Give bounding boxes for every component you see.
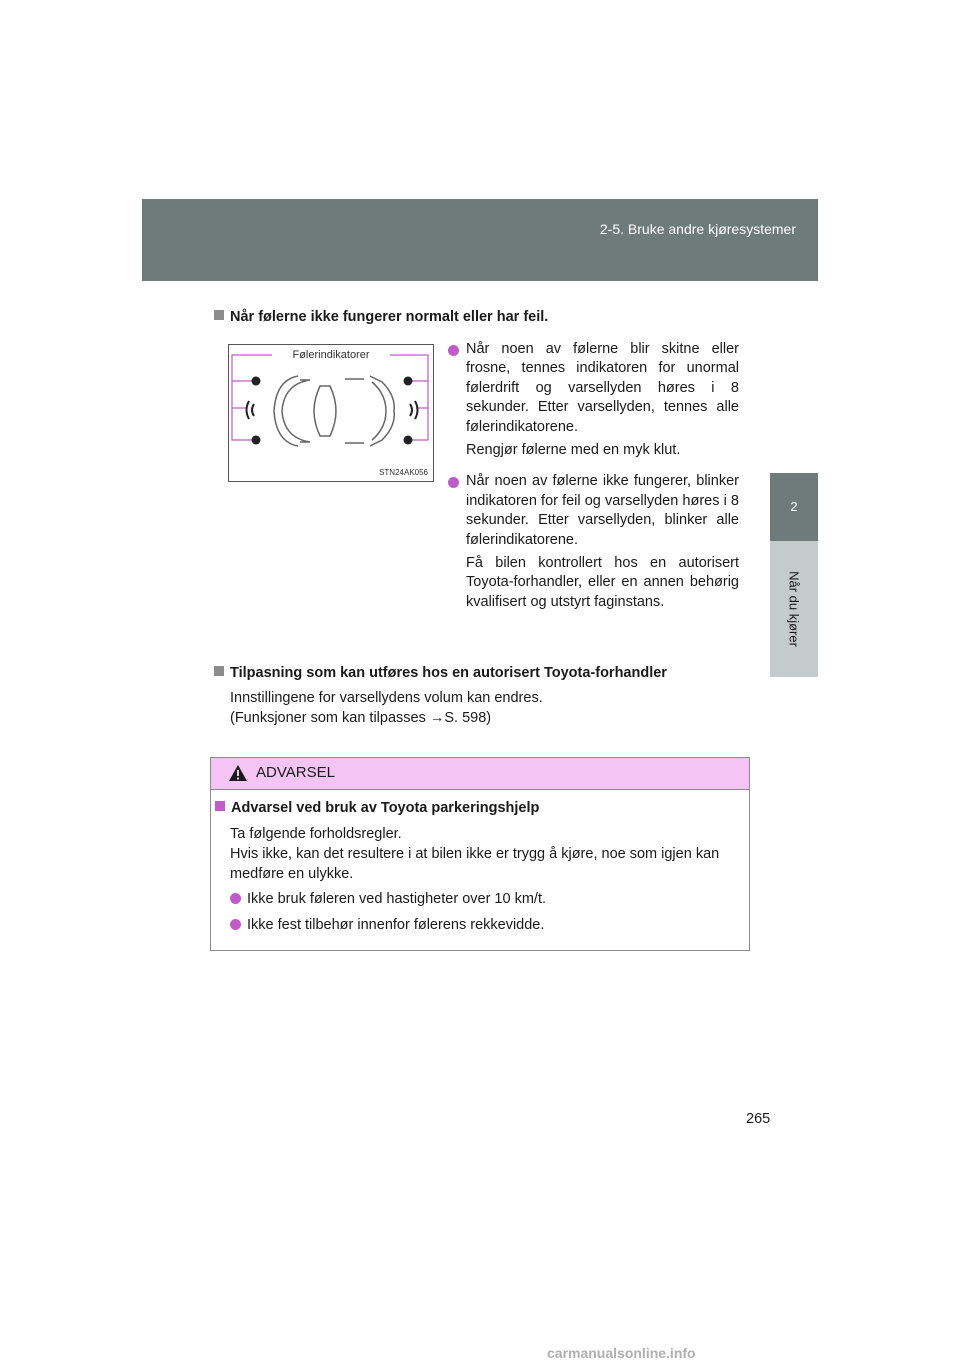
diagram-code: STN24AK056 — [379, 468, 428, 477]
page-number: 265 — [746, 1111, 771, 1127]
watermark: carmanualsonline.info — [547, 1345, 696, 1361]
sensor-diagram-svg — [228, 344, 434, 482]
list-item — [230, 891, 546, 907]
warning-line-2: Hvis ikke, kan det resultere i at bilen ikke er trygg å kjøre, noe som igjen kan — [230, 846, 720, 862]
chapter-tab[interactable] — [770, 473, 818, 541]
customization-line-2: (Funksjoner som kan tilpasses →S. 598) — [230, 710, 492, 726]
bullet-note: Få bilen kontrollert hos en autorisert Toyota-forhandler, eller en annen behørig kvalifisert og utstyrt faginstans. — [466, 555, 739, 610]
bullet-list-sensors — [447, 340, 739, 612]
square-bullet-icon — [214, 666, 224, 676]
bullet-note: Rengjør følerne med en myk klut. — [466, 442, 681, 459]
bullet-dot-icon — [230, 919, 241, 930]
section-heading-sensors — [214, 309, 548, 325]
bullet-dot-icon — [448, 477, 459, 488]
bullet-text: Ikke bruk føleren ved hastigheter over 10 km/t. — [247, 891, 546, 907]
list-item — [447, 472, 739, 550]
bullet-text: Når noen av følerne ikke fungerer, blinker indikatoren for feil og varsellyden høres i 8 sekunder. Etter varsellyden, blinker alle følerindikatorene. — [466, 473, 739, 548]
chapter-title-tab[interactable] — [770, 541, 818, 677]
warning-triangle-icon — [228, 764, 248, 782]
bullet-dot-icon — [448, 345, 459, 356]
bullet-dot-icon — [230, 893, 241, 904]
bullet-text: Når noen av følerne blir skitne eller frosne, tennes indikatoren for unormal følerdrift og varsellyden høres i 8 sekunder. Etter varsellyden, tennes alle følerindikatorene. — [466, 341, 739, 435]
warning-heading — [215, 800, 539, 816]
bullet-text: Ikke fest tilbehør innenfor følerens rekkevidde. — [247, 917, 545, 933]
warning-box — [210, 757, 750, 951]
heading-text: Tilpasning som kan utføres hos en autorisert Toyota-forhandler — [230, 665, 667, 681]
warning-header — [211, 758, 749, 790]
chapter-title: Når du kjører — [786, 571, 802, 647]
list-item — [230, 917, 544, 933]
chapter-number: 2 — [790, 499, 798, 514]
heading-text: Advarsel ved bruk av Toyota parkeringshjelp — [231, 800, 540, 816]
customization-line-1: Innstillingene for varsellydens volum kan endres. — [230, 690, 543, 706]
section-heading-customization — [214, 665, 667, 681]
square-bullet-icon — [215, 801, 225, 811]
heading-text: Når følerne ikke fungerer normalt eller har feil. — [230, 309, 549, 325]
sensor-indicator-diagram — [228, 344, 434, 482]
list-item — [447, 340, 739, 437]
diagram-label: Følerindikatorer — [292, 349, 370, 361]
section-title: 2-5. Bruke andre kjøresystemer — [599, 221, 796, 237]
square-bullet-icon — [214, 310, 224, 320]
warning-line-1: Ta følgende forholdsregler. — [230, 826, 402, 842]
header-bar — [142, 199, 818, 281]
warning-line-3: medføre en ulykke. — [230, 866, 354, 882]
warning-title: ADVARSEL — [256, 764, 335, 781]
